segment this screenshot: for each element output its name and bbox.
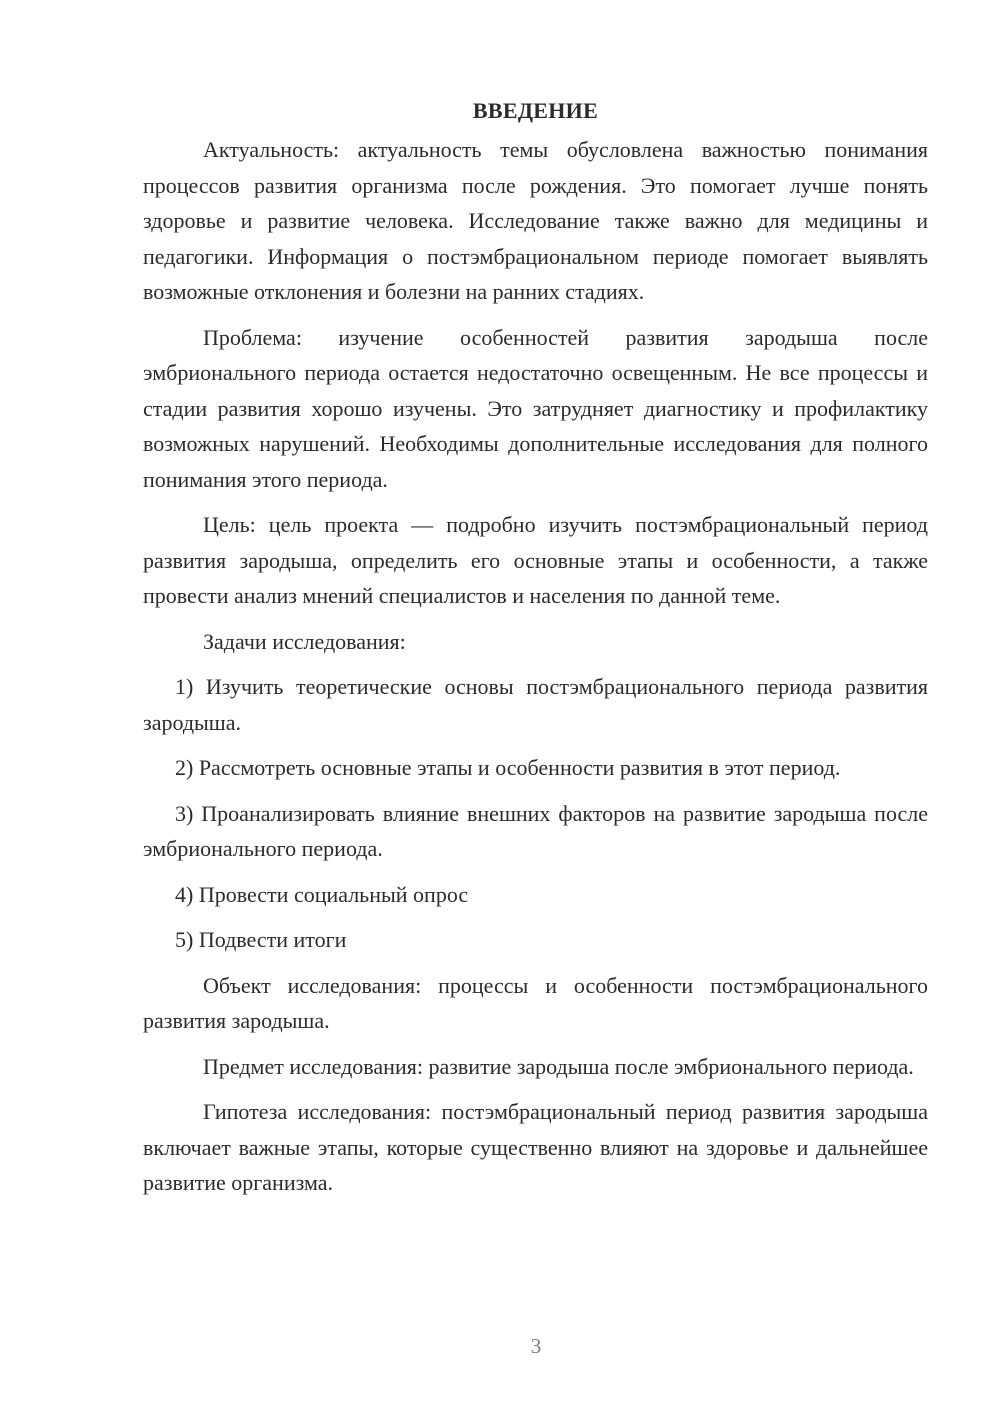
section-title: ВВЕДЕНИЕ xyxy=(472,98,599,123)
task-item-2: 2) Рассмотреть основные этапы и особенности развития в этот период. xyxy=(175,755,841,780)
tasks-heading: Задачи исследования: xyxy=(203,628,406,654)
paragraph-hypothesis: Гипотеза исследования: постэмбрациональный период развития зародыша включает важные этапы, которые существенно влияют на здоровье и дальнейшее развитие организма. xyxy=(143,1099,928,1195)
task-item-3: 3) Проанализировать влияние внешних факторов на развитие зародыша после эмбрионального периода. xyxy=(143,800,928,861)
paragraph-relevance: Актуальность: актуальность темы обусловлена важностью понимания процессов развития организма после рождения. Это помогает лучше понять здоровье и развитие человека. Исследование также важно для медицины и педагогики. Информация о постэмбрациональном периоде помогает выявлять возможные отклонения и болезни на ранних стадиях. xyxy=(143,137,928,304)
task-item-5: 5) Подвести итоги xyxy=(175,927,347,952)
task-item-4: 4) Провести социальный опрос xyxy=(175,881,469,907)
paragraph-subject: Предмет исследования: развитие зародыша после эмбрионального периода. xyxy=(203,1053,914,1079)
task-item-1: 1) Изучить теоретические основы постэмбрационального периода развития зародыша. xyxy=(143,674,928,735)
paragraph-goal: Цель: цель проекта — подробно изучить постэмбрациональный период развития зародыша, определить его основные этапы и особенности, а также провести анализ мнений специалистов и населения по данной теме. xyxy=(143,512,928,608)
paragraph-problem: Проблема: изучение особенностей развития зародыша после эмбрионального периода остается недостаточно освещенным. Не все процессы и стадии развития хорошо изучены. Это затрудняет диагностику и профилактику возможных нарушений. Необходимы дополнительные исследования для полного понимания этого периода. xyxy=(143,324,928,492)
page-number: 3 xyxy=(530,1334,542,1358)
paragraph-object: Объект исследования: процессы и особенности постэмбрационального развития зародыша. xyxy=(143,972,928,1033)
page-content xyxy=(143,96,928,1211)
